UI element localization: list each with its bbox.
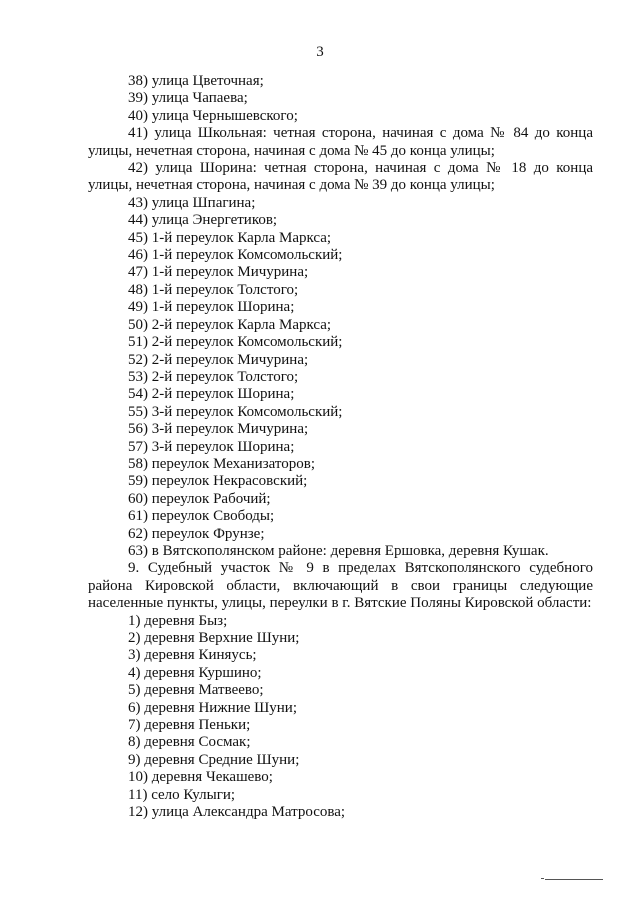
list-item: 6) деревня Нижние Шуни; — [128, 699, 297, 716]
footer-mark — [541, 878, 544, 879]
list-item: 11) село Кулыги; — [128, 786, 236, 803]
list-item: 63) в Вятскополянском районе: деревня Ершовка, деревня Кушак. — [128, 542, 549, 559]
footer-rule — [545, 879, 603, 880]
list-item-42: 42) улица Шорина: четная сторона, начиная с дома № 18 до конца улицы, нечетная сторона, начиная с дома № 39 до конца улицы; — [88, 160, 593, 194]
list-item-41: 41) улица Школьная: четная сторона, начиная с дома № 84 до конца улицы, нечетная сторона, начиная с дома № 45 до конца улицы; — [88, 125, 593, 159]
list-item: 40) улица Чернышевского; — [128, 107, 298, 124]
list-item: 58) переулок Механизаторов; — [128, 455, 315, 472]
list-item: 9) деревня Средние Шуни; — [128, 751, 300, 768]
list-item: 46) 1-й переулок Комсомольский; — [128, 247, 343, 264]
list-item: 55) 3-й переулок Комсомольский; — [128, 403, 343, 420]
list-item: 57) 3-й переулок Шорина; — [128, 438, 295, 455]
list-item: 62) переулок Фрунзе; — [128, 525, 265, 542]
list-item: 56) 3-й переулок Мичурина; — [128, 421, 309, 438]
list-item: 45) 1-й переулок Карла Маркса; — [128, 229, 332, 246]
list-item: 12) улица Александра Матросова; — [128, 804, 346, 821]
list-item: 44) улица Энергетиков; — [128, 212, 278, 229]
list-item: 50) 2-й переулок Карла Маркса; — [128, 316, 332, 333]
list-item: 4) деревня Куршино; — [128, 664, 262, 681]
list-item: 38) улица Цветочная; — [128, 73, 264, 89]
list-item: 47) 1-й переулок Мичурина; — [128, 264, 309, 281]
page-number: 3 — [316, 44, 324, 60]
list-item: 60) переулок Рабочий; — [128, 490, 271, 507]
list-item: 43) улица Шпагина; — [128, 194, 256, 211]
document-body — [88, 73, 593, 821]
list-item: 7) деревня Пеньки; — [128, 717, 251, 734]
list-item: 59) переулок Некрасовский; — [128, 473, 308, 490]
list-item: 10) деревня Чекашево; — [128, 769, 273, 786]
list-item: 52) 2-й переулок Мичурина; — [128, 351, 309, 368]
list-item: 39) улица Чапаева; — [128, 90, 248, 107]
list-item: 8) деревня Сосмак; — [128, 734, 251, 751]
list-item: 49) 1-й переулок Шорина; — [128, 299, 295, 316]
list-item: 1) деревня Быз; — [128, 612, 228, 629]
list-item: 48) 1-й переулок Толстого; — [128, 281, 299, 298]
list-item: 5) деревня Матвеево; — [128, 682, 264, 699]
list-item: 3) деревня Киняусь; — [128, 647, 257, 664]
list-item: 53) 2-й переулок Толстого; — [128, 368, 299, 385]
list-item: 61) переулок Свободы; — [128, 508, 275, 525]
list-item: 2) деревня Верхние Шуни; — [128, 630, 300, 646]
list-item: 51) 2-й переулок Комсомольский; — [128, 334, 343, 351]
list-item: 54) 2-й переулок Шорина; — [128, 386, 295, 403]
section-9-paragraph: 9. Судебный участок № 9 в пределах Вятскополянского судебного района Кировской области, включающий в свои границы следующие населенные пункты, улицы, переулки в г. Вятские Поляны Кировской области: — [88, 560, 593, 612]
